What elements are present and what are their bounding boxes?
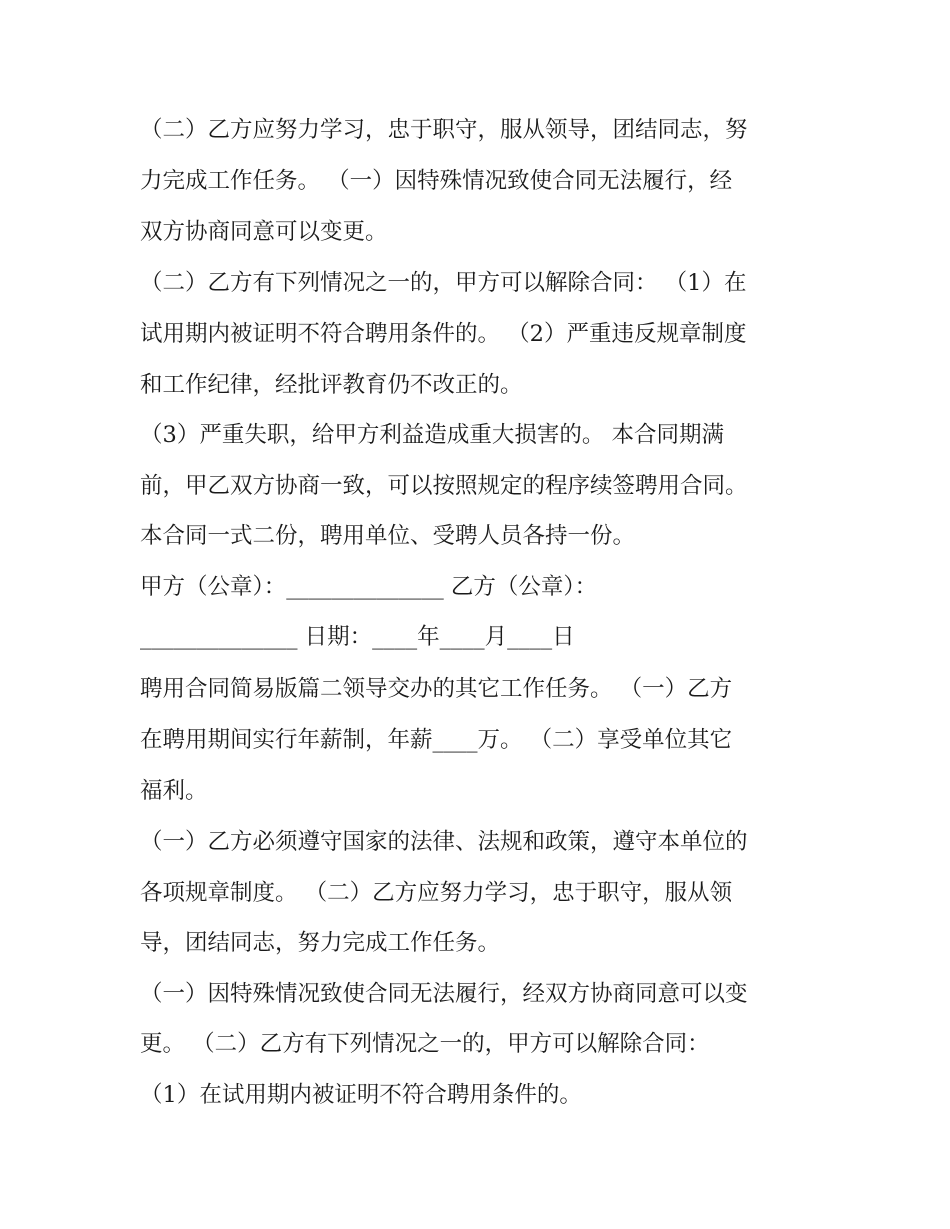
text-line: 更。 （二）乙方有下列情况之一的，甲方可以解除合同：	[140, 1031, 710, 1057]
text-line: 力完成工作任务。 （一）因特殊情况致使合同无法履行，经	[140, 168, 733, 194]
text-line: （二）乙方有下列情况之一的，甲方可以解除合同： （1）在	[140, 270, 747, 296]
text-line: 试用期内被证明不符合聘用条件的。 （2）严重违反规章制度	[140, 321, 747, 347]
text-line: 和工作纪律，经批评教育仍不改正的。	[140, 372, 523, 398]
date-line: ______________ 日期：____年____月____日	[140, 624, 575, 650]
text-line: 在聘用期间实行年薪制，年薪____万。 （二）享受单位其它	[140, 727, 733, 753]
text-line: （1）在试用期内被证明不符合聘用条件的。	[140, 1082, 582, 1108]
text-line: （3）严重失职，给甲方利益造成重大损害的。 本合同期满	[140, 422, 724, 448]
text-line: 福利。	[140, 778, 208, 804]
signature-line: 甲方（公章）：______________ 乙方（公章）：	[140, 574, 598, 600]
text-line: 双方协商同意可以变更。	[140, 219, 388, 245]
text-line: （一）乙方必须遵守国家的法律、法规和政策，遵守本单位的	[140, 829, 748, 855]
text-line: 聘用合同简易版篇二领导交办的其它工作任务。 （一）乙方	[140, 676, 733, 702]
text-line: 本合同一式二份，聘用单位、受聘人员各持一份。	[140, 523, 636, 549]
text-line: 各项规章制度。 （二）乙方应努力学习，忠于职守，服从领	[140, 880, 733, 906]
text-line: 导，团结同志，努力完成工作任务。	[140, 930, 501, 956]
text-line: 前，甲乙双方协商一致，可以按照规定的程序续签聘用合同。	[140, 473, 748, 499]
text-line: （二）乙方应努力学习，忠于职守，服从领导，团结同志，努	[140, 117, 748, 143]
text-line: （一）因特殊情况致使合同无法履行，经双方协商同意可以变	[140, 981, 748, 1007]
